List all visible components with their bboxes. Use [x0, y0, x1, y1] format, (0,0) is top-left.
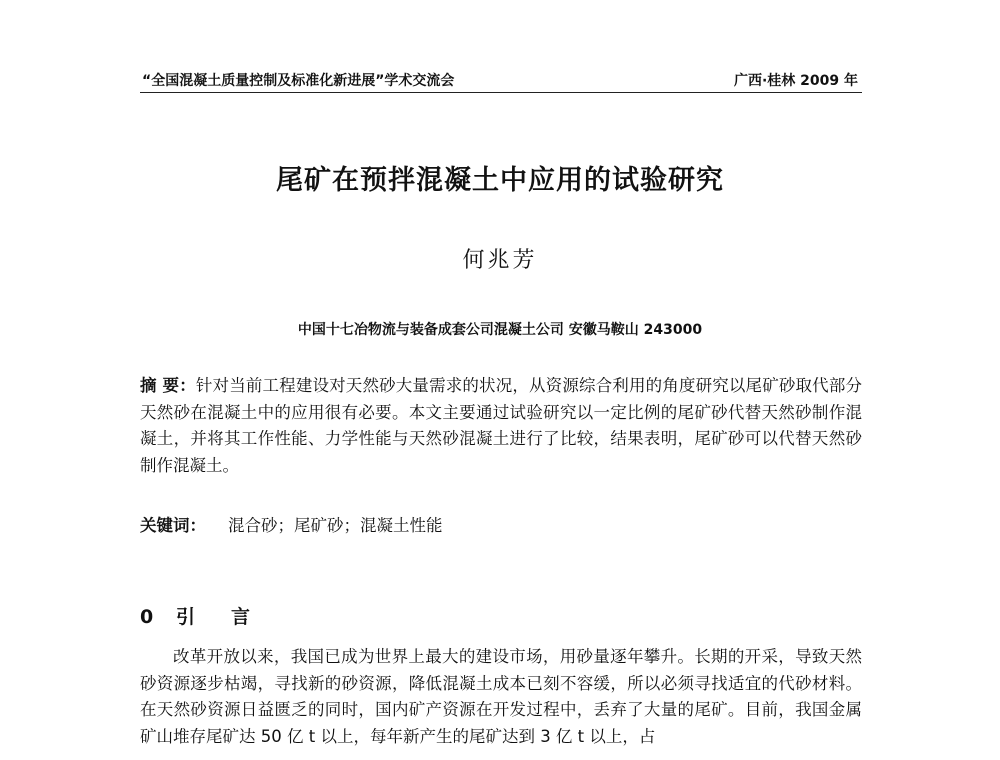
- section-number: 0: [140, 606, 154, 628]
- section-heading: [140, 602, 286, 629]
- abstract: [140, 373, 862, 479]
- author-affiliation: 中国十七冶物流与装备成套公司混凝土公司 安徽马鞍山 243000: [297, 322, 703, 338]
- keywords-text: 混合砂；尾矿砂；混凝土性能: [228, 516, 443, 535]
- body-paragraph: 改革开放以来，我国已成为世界上最大的建设市场，用砂量逐年攀升。长期的开采，导致天然砂资源逐步枯竭，寻找新的砂资源，降低混凝土成本已刻不容缓，所以必须寻找适宜的代砂材料。在天然砂资源日益匮乏的同时，国内矿产资源在开发过程中，丢弃了大量的尾矿。目前，我国金属矿山堆存尾矿达 50 亿 t 以上，每年新产生的尾矿达到 3 亿 t 以上，占: [140, 647, 862, 746]
- abstract-text: 针对当前工程建设对天然砂大量需求的状况，从资源综合利用的角度研究以尾矿砂取代部分天然砂在混凝土中的应用很有必要。本文主要通过试验研究以一定比例的尾矿砂代替天然砂制作混凝土，并将其工作性能、力学性能与天然砂混凝土进行了比较，结果表明，尾矿砂可以代替天然砂制作混凝土。: [140, 376, 862, 475]
- conference-location-year: 广西·桂林 2009 年: [733, 73, 858, 89]
- keywords: [140, 512, 443, 536]
- paper-title: 尾矿在预拌混凝土中应用的试验研究: [276, 165, 724, 196]
- keywords-label: 关键词：: [140, 516, 206, 535]
- running-header: [140, 68, 862, 93]
- section-title: 引言: [176, 606, 287, 628]
- author-name: 何兆芳: [462, 248, 538, 273]
- abstract-label: 摘 要：: [140, 376, 196, 395]
- conference-name: “全国混凝土质量控制及标准化新进展”学术交流会: [142, 73, 455, 89]
